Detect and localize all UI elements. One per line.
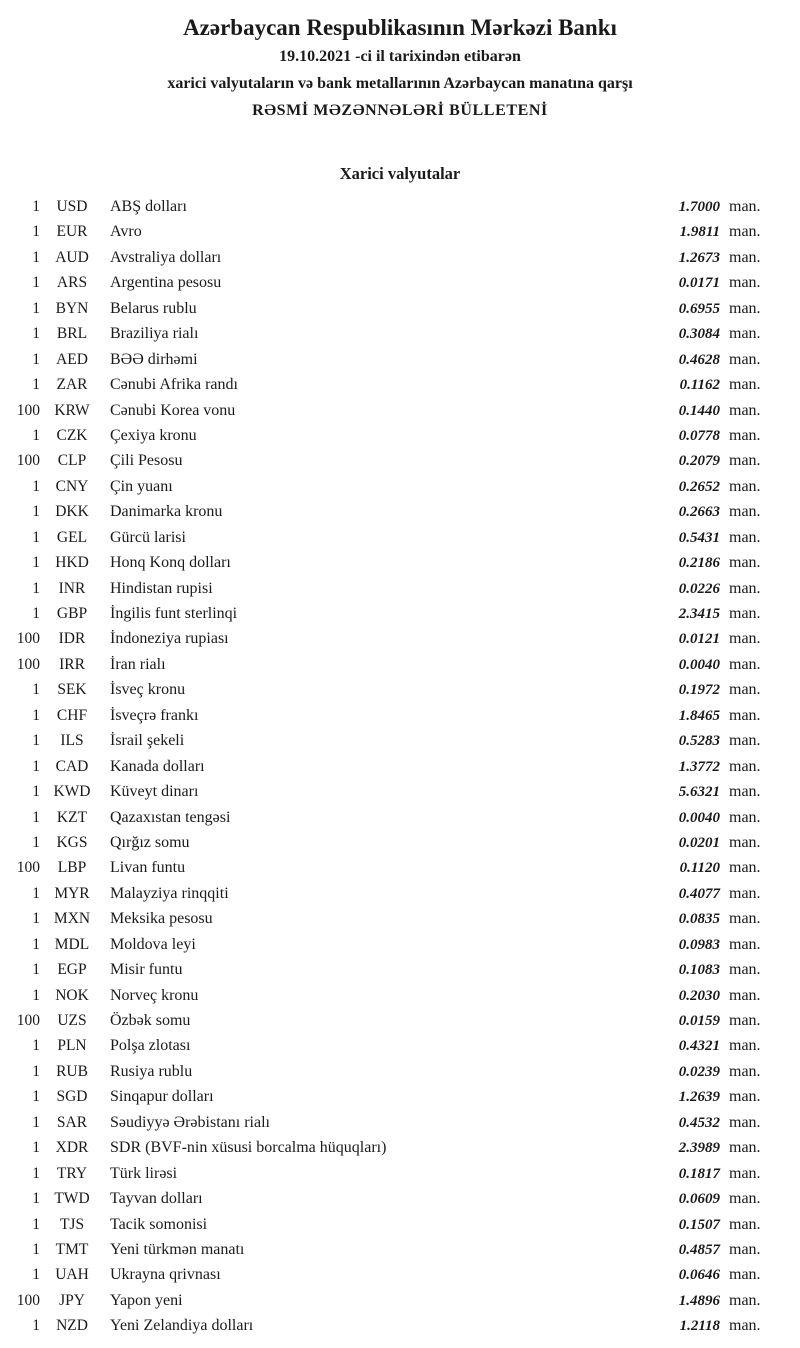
currency-code: IDR — [58, 630, 86, 648]
currency-unit: man. — [729, 376, 761, 394]
currency-rate: 1.2118 — [679, 1318, 720, 1335]
currency-name: Livan funtu — [110, 859, 186, 877]
table-row — [14, 1212, 772, 1237]
table-row — [14, 1161, 772, 1186]
table-row — [14, 1110, 772, 1135]
currency-quantity: 1 — [32, 503, 40, 521]
currency-unit: man. — [729, 859, 761, 877]
table-row — [14, 194, 772, 219]
currency-quantity: 1 — [32, 1215, 40, 1233]
currency-quantity: 1 — [32, 706, 40, 724]
currency-name: Danimarka kronu — [110, 503, 223, 521]
currency-code: GBP — [56, 605, 88, 622]
table-row — [14, 626, 772, 651]
currency-name: Qırğız somu — [110, 833, 190, 851]
currency-name: Kanada dolları — [110, 757, 205, 775]
currency-rate: 0.2663 — [678, 504, 720, 521]
currency-rate: 0.0609 — [678, 1191, 720, 1208]
currency-rate: 0.0226 — [678, 580, 720, 597]
currency-unit: man. — [729, 1190, 761, 1208]
table-row — [14, 1313, 772, 1338]
table-row — [14, 983, 772, 1008]
currency-quantity: 1 — [32, 732, 40, 750]
currency-quantity: 1 — [32, 274, 40, 292]
currency-name: Çin yuanı — [110, 477, 173, 495]
table-row — [14, 1008, 772, 1033]
currency-rate: 0.1817 — [678, 1165, 720, 1182]
currency-rate: 0.0835 — [678, 911, 720, 928]
currency-quantity: 100 — [16, 401, 40, 419]
currency-rate: 0.2652 — [678, 478, 720, 495]
currency-code: ZAR — [56, 376, 88, 394]
effective-date-line: 19.10.2021 -ci il tarixindən etibarən — [279, 48, 521, 65]
currency-code: TMT — [55, 1240, 89, 1258]
table-row — [14, 398, 772, 423]
currency-quantity: 1 — [32, 528, 40, 546]
currency-rate: 1.8465 — [678, 707, 720, 724]
currency-quantity: 1 — [32, 1113, 40, 1131]
currency-rate: 0.2079 — [678, 453, 720, 470]
bank-name-title: Azərbaycan Respublikasının Mərkəzi Bankı — [183, 15, 617, 40]
currency-name: Avstraliya dolları — [110, 248, 222, 266]
currency-unit: man. — [729, 1164, 761, 1182]
currency-code: TRY — [56, 1164, 88, 1182]
currency-quantity: 1 — [32, 1240, 40, 1258]
currency-rate: 0.0040 — [678, 809, 720, 826]
currency-name: Sinqapur dolları — [110, 1088, 214, 1106]
currency-rate: 0.1120 — [679, 860, 720, 877]
currency-rate: 1.7000 — [678, 199, 720, 215]
currency-code: PLN — [57, 1037, 87, 1055]
table-row — [14, 677, 772, 702]
currency-unit: man. — [729, 1062, 761, 1080]
currency-rate: 0.0646 — [678, 1267, 720, 1284]
currency-quantity: 1 — [32, 426, 40, 444]
currency-quantity: 100 — [16, 859, 40, 877]
currency-rate: 0.4628 — [678, 351, 720, 368]
currency-code: USD — [56, 198, 88, 215]
currency-code: INR — [58, 579, 86, 597]
currency-code: SGD — [56, 1088, 88, 1106]
currency-name: İsrail şekeli — [110, 732, 185, 750]
currency-name: Moldova leyi — [110, 935, 196, 953]
table-row — [14, 728, 772, 753]
currency-quantity: 1 — [32, 884, 40, 902]
currency-unit: man. — [729, 401, 761, 419]
currency-rate: 5.6321 — [678, 784, 720, 801]
table-row — [14, 906, 772, 931]
table-row — [14, 1135, 772, 1160]
currency-name: İsveçrə frankı — [110, 706, 199, 724]
currency-name: Səudiyyə Ərəbistanı rialı — [110, 1113, 270, 1131]
currency-quantity: 100 — [16, 630, 40, 648]
currency-quantity: 1 — [32, 961, 40, 979]
section-title-foreign-currencies: Xarici valyutalar — [339, 164, 461, 183]
currency-name: İran rialı — [110, 655, 166, 673]
currency-unit: man. — [729, 248, 761, 266]
currency-rate: 0.1440 — [678, 402, 720, 419]
currency-quantity: 1 — [32, 833, 40, 851]
currency-rate: 0.2186 — [678, 555, 720, 572]
currency-name: Polşa zlotası — [110, 1037, 191, 1055]
table-row — [14, 1059, 772, 1084]
currency-rate: 0.0040 — [678, 656, 720, 673]
currency-unit: man. — [729, 1317, 761, 1335]
currency-code: CNY — [55, 477, 89, 495]
currency-code: XDR — [55, 1139, 89, 1157]
currency-quantity: 1 — [32, 1317, 40, 1335]
currency-quantity: 1 — [32, 477, 40, 495]
currency-name: Yeni Zelandiya dolları — [110, 1317, 254, 1335]
table-row — [14, 932, 772, 957]
currency-code: MYR — [54, 884, 90, 902]
currency-unit: man. — [729, 935, 761, 953]
table-row — [14, 1084, 772, 1109]
currency-rate: 0.0121 — [678, 631, 720, 648]
table-row — [14, 219, 772, 244]
currency-quantity: 1 — [32, 350, 40, 368]
table-row — [14, 779, 772, 804]
currency-rate: 0.1162 — [679, 377, 720, 394]
document-header — [0, 0, 800, 124]
currency-unit: man. — [729, 808, 761, 826]
currency-quantity: 1 — [32, 681, 40, 699]
table-row — [14, 830, 772, 855]
currency-unit: man. — [729, 350, 761, 368]
currency-name: Cənubi Korea vonu — [110, 401, 236, 419]
currency-code: CHF — [56, 706, 88, 724]
currency-rate: 2.3415 — [678, 606, 720, 622]
currency-code: KGS — [56, 833, 88, 851]
subject-line: xarici valyutaların və bank metallarının Azərbaycan manatına qarşı — [167, 75, 633, 92]
table-row — [14, 245, 772, 270]
currency-name: SDR (BVF-nin xüsusi borcalma hüquqları) — [110, 1139, 387, 1157]
table-row — [14, 372, 772, 397]
currency-unit: man. — [729, 655, 761, 673]
currency-unit: man. — [729, 706, 761, 724]
currency-rate: 0.0239 — [678, 1063, 720, 1080]
currency-code: CZK — [56, 426, 88, 444]
currency-name: Hindistan rupisi — [110, 579, 213, 597]
currency-name: Türk lirəsi — [110, 1164, 178, 1182]
currency-quantity: 1 — [32, 1164, 40, 1182]
currency-rate: 0.1507 — [678, 1216, 720, 1233]
currency-name: Gürcü larisi — [110, 528, 186, 546]
currency-quantity: 100 — [16, 452, 40, 470]
currency-name: Honq Konq dolları — [110, 554, 231, 572]
currency-unit: man. — [729, 528, 761, 546]
currency-unit: man. — [729, 1113, 761, 1131]
table-row — [14, 703, 772, 728]
currency-code: BYN — [55, 299, 89, 317]
table-row — [14, 576, 772, 601]
currency-code: CLP — [57, 452, 87, 470]
currency-code: RUB — [56, 1062, 88, 1080]
currency-quantity: 1 — [32, 554, 40, 572]
currency-unit: man. — [729, 783, 761, 801]
table-row — [14, 601, 772, 626]
currency-unit: man. — [729, 503, 761, 521]
bulletin-title: RƏSMİ MƏZƏNNƏLƏRİ BÜLLETENİ — [252, 102, 548, 119]
currency-code: ARS — [56, 274, 88, 292]
currency-code: LBP — [57, 859, 87, 877]
currency-rate: 0.4857 — [678, 1241, 720, 1258]
currency-unit: man. — [729, 884, 761, 902]
table-row — [14, 296, 772, 321]
currency-unit: man. — [729, 452, 761, 470]
table-row — [14, 474, 772, 499]
table-row — [14, 957, 772, 982]
currency-name: Küveyt dinarı — [110, 783, 199, 801]
currency-name: Meksika pesosu — [110, 910, 213, 928]
currency-unit: man. — [729, 554, 761, 572]
currency-unit: man. — [729, 223, 761, 241]
currency-rate: 0.4532 — [678, 1114, 720, 1131]
currency-rate: 2.3989 — [678, 1140, 720, 1157]
currency-code: BRL — [56, 325, 88, 343]
currency-name: Cənubi Afrika randı — [110, 376, 238, 394]
currency-code: HKD — [55, 554, 89, 572]
currency-name: İngilis funt sterlinqi — [110, 605, 238, 622]
currency-rate: 1.2639 — [678, 1089, 720, 1106]
currency-rate: 0.1083 — [678, 962, 720, 979]
table-row — [14, 652, 772, 677]
currency-unit: man. — [729, 961, 761, 979]
currency-unit: man. — [729, 605, 761, 622]
currency-quantity: 1 — [32, 579, 40, 597]
table-row — [14, 525, 772, 550]
currency-quantity: 100 — [16, 1012, 40, 1029]
currency-name: Tayvan dolları — [110, 1190, 203, 1208]
currency-rate: 0.4077 — [678, 885, 720, 902]
currency-quantity: 1 — [32, 1266, 40, 1284]
table-row — [14, 1186, 772, 1211]
table-row — [14, 1033, 772, 1058]
currency-rate: 0.5283 — [678, 733, 720, 750]
currency-quantity: 1 — [32, 1037, 40, 1055]
currency-quantity: 1 — [32, 910, 40, 928]
currency-name: Qazaxıstan tengəsi — [110, 808, 231, 826]
currency-unit: man. — [729, 426, 761, 444]
currency-quantity: 1 — [32, 757, 40, 775]
currency-unit: man. — [729, 630, 761, 648]
table-row — [14, 499, 772, 524]
currency-name: Rusiya rublu — [110, 1062, 193, 1080]
currency-name: Misir funtu — [110, 961, 183, 979]
currency-code: SAR — [56, 1113, 88, 1131]
currency-unit: man. — [729, 477, 761, 495]
currency-quantity: 100 — [16, 1291, 40, 1309]
currency-quantity: 1 — [32, 605, 40, 622]
table-row — [14, 448, 772, 473]
currency-name: İndoneziya rupiası — [110, 630, 229, 648]
currency-code: AED — [56, 350, 88, 368]
currency-unit: man. — [729, 1291, 761, 1309]
currency-code: SEK — [57, 681, 87, 699]
currency-code: IRR — [59, 655, 85, 673]
table-row — [14, 754, 772, 779]
currency-quantity: 100 — [16, 655, 40, 673]
currency-quantity: 1 — [32, 325, 40, 343]
table-row — [14, 881, 772, 906]
currency-rate: 0.4321 — [678, 1038, 720, 1055]
currency-quantity: 1 — [32, 1062, 40, 1080]
table-row — [14, 550, 772, 575]
currency-name: Norveç kronu — [110, 986, 199, 1004]
exchange-rates-table — [0, 194, 800, 1339]
currency-rate: 1.2673 — [678, 249, 720, 266]
table-row — [14, 321, 772, 346]
currency-rate: 0.0201 — [678, 834, 720, 851]
currency-rate: 0.0171 — [678, 275, 720, 292]
currency-name: Ukrayna qrivnası — [110, 1266, 221, 1284]
currency-code: CAD — [55, 757, 89, 775]
currency-code: NOK — [55, 986, 89, 1004]
currency-unit: man. — [729, 198, 761, 215]
currency-name: İsveç kronu — [110, 681, 186, 699]
currency-name: Braziliya rialı — [110, 325, 199, 343]
table-row — [14, 423, 772, 448]
currency-code: KZT — [56, 808, 88, 826]
currency-code: KWD — [53, 783, 91, 801]
currency-rate: 0.6955 — [678, 300, 720, 317]
currency-code: KRW — [54, 401, 90, 419]
currency-rate: 0.0778 — [678, 427, 720, 444]
currency-name: Avro — [110, 223, 142, 241]
currency-code: AUD — [55, 248, 89, 266]
currency-code: GEL — [56, 528, 88, 546]
currency-unit: man. — [729, 325, 761, 343]
currency-rate: 0.0159 — [678, 1013, 720, 1029]
currency-code: MXN — [53, 910, 91, 928]
currency-quantity: 1 — [32, 986, 40, 1004]
currency-code: MDL — [54, 935, 90, 953]
currency-unit: man. — [729, 986, 761, 1004]
currency-name: Yapon yeni — [110, 1291, 183, 1309]
currency-rate: 0.2030 — [678, 987, 720, 1004]
currency-code: ILS — [60, 732, 84, 750]
table-row — [14, 270, 772, 295]
currency-code: DKK — [55, 503, 89, 521]
table-row — [14, 347, 772, 372]
table-row — [14, 1288, 772, 1313]
currency-unit: man. — [729, 579, 761, 597]
currency-rate: 0.1972 — [678, 682, 720, 699]
currency-unit: man. — [729, 274, 761, 292]
currency-name: Malayziya rinqqiti — [110, 884, 229, 902]
currency-unit: man. — [729, 299, 761, 317]
currency-unit: man. — [729, 1139, 761, 1157]
currency-unit: man. — [729, 757, 761, 775]
currency-quantity: 1 — [32, 223, 40, 241]
currency-quantity: 1 — [32, 376, 40, 394]
currency-code: UZS — [57, 1012, 87, 1029]
table-row — [14, 805, 772, 830]
currency-name: Yeni türkmən manatı — [110, 1240, 245, 1258]
currency-name: Çexiya kronu — [110, 426, 197, 444]
currency-name: ABŞ dolları — [110, 198, 187, 215]
currency-unit: man. — [729, 1037, 761, 1055]
currency-code: JPY — [59, 1291, 85, 1309]
currency-name: BƏƏ dirhəmi — [110, 350, 198, 368]
currency-quantity: 1 — [32, 783, 40, 801]
table-row — [14, 1237, 772, 1262]
currency-quantity: 1 — [32, 248, 40, 266]
currency-rate: 1.4896 — [678, 1292, 720, 1309]
currency-quantity: 1 — [32, 299, 40, 317]
currency-quantity: 1 — [32, 935, 40, 953]
currency-unit: man. — [729, 910, 761, 928]
currency-quantity: 1 — [32, 808, 40, 826]
currency-quantity: 1 — [32, 1190, 40, 1208]
table-row — [14, 855, 772, 880]
currency-unit: man. — [729, 681, 761, 699]
currency-code: TJS — [59, 1215, 85, 1233]
currency-rate: 1.9811 — [679, 224, 720, 241]
currency-code: EUR — [56, 223, 88, 241]
currency-unit: man. — [729, 1240, 761, 1258]
currency-rate: 0.5431 — [678, 529, 720, 546]
currency-unit: man. — [729, 732, 761, 750]
currency-name: Belarus rublu — [110, 299, 197, 317]
currency-name: Çili Pesosu — [110, 452, 183, 470]
currency-name: Tacik somonisi — [110, 1215, 208, 1233]
currency-code: TWD — [54, 1190, 90, 1208]
currency-unit: man. — [729, 1266, 761, 1284]
currency-rate: 1.3772 — [678, 758, 720, 775]
currency-name: Argentina pesosu — [110, 274, 222, 292]
currency-name: Özbək somu — [110, 1012, 191, 1029]
currency-code: UAH — [55, 1266, 89, 1284]
currency-unit: man. — [729, 1215, 761, 1233]
currency-code: NZD — [56, 1317, 88, 1335]
currency-quantity: 1 — [32, 1139, 40, 1157]
currency-unit: man. — [729, 1012, 761, 1029]
currency-rate: 0.3084 — [678, 326, 720, 343]
currency-unit: man. — [729, 1088, 761, 1106]
currency-quantity: 1 — [32, 198, 40, 215]
currency-code: EGP — [57, 961, 87, 979]
table-row — [14, 1262, 772, 1287]
currency-unit: man. — [729, 833, 761, 851]
currency-quantity: 1 — [32, 1088, 40, 1106]
currency-rate: 0.0983 — [678, 936, 720, 953]
